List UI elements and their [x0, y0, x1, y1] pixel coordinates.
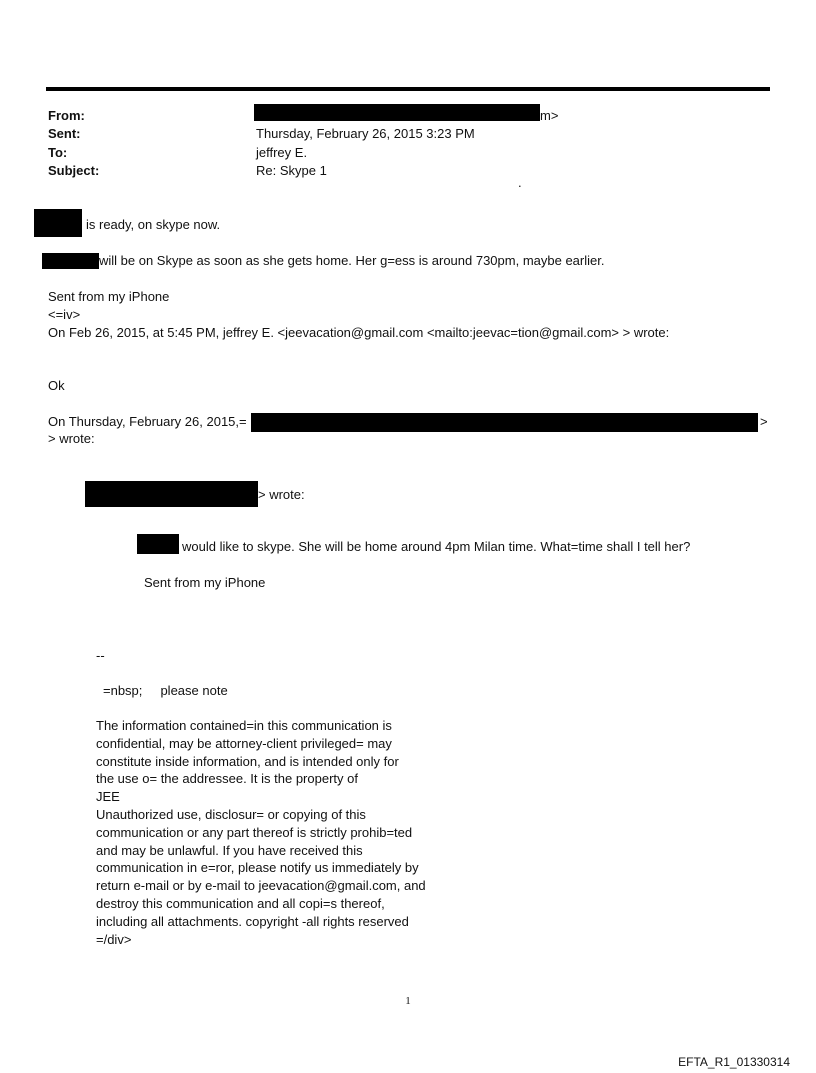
disclaimer — [96, 717, 456, 948]
sent-from-iphone: Sent from my iPhone — [48, 289, 170, 304]
disclaimer-line: and may be unlawful. If you have received this — [96, 842, 363, 858]
from-value-tail: m> — [540, 108, 559, 123]
quoted-line: would like to skype. She will be home around 4pm Milan time. What=time shall I tell her? — [182, 539, 691, 554]
disclaimer-line: including all attachments. copyright -all rights reserved — [96, 913, 409, 929]
quoted-sent-from: Sent from my iPhone — [144, 575, 266, 590]
redaction-email-1 — [251, 413, 758, 432]
disclaimer-line: constitute inside information, and is intended only for — [96, 753, 399, 769]
page-number: 1 — [405, 995, 411, 1007]
from-label: From: — [48, 108, 85, 123]
redaction-email-2 — [85, 481, 258, 507]
reply-line-2-tail: > — [760, 414, 768, 429]
redaction-name-1 — [34, 209, 82, 237]
document-id: EFTA_R1_01330314 — [678, 1055, 790, 1069]
disclaimer-line: destroy this communication and all copi=s thereof, — [96, 895, 385, 911]
disclaimer-line: Unauthorized use, disclosur= or copying of this — [96, 806, 366, 822]
subject-value: Re: Skype 1 — [256, 163, 327, 178]
reply-line-2-wrote: > wrote: — [48, 431, 95, 446]
iv-tag: <=iv> — [48, 307, 81, 322]
disclaimer-line: JEE — [96, 789, 120, 805]
redaction-name-3 — [137, 534, 179, 554]
to-value: jeffrey E. — [256, 145, 308, 160]
body-line-1: is ready, on skype now. — [86, 217, 221, 232]
disclaimer-line: return e-mail or by e-mail to jeevacation@gmail.com, and — [96, 878, 426, 894]
header-rule — [46, 87, 770, 91]
reply-line-2: On Thursday, February 26, 2015,= — [48, 414, 247, 429]
disclaimer-line: communication or any part thereof is strictly prohib=ted — [96, 824, 413, 840]
please-note: =nbsp; please note — [103, 683, 228, 698]
to-label: To: — [48, 145, 68, 160]
disclaimer-line: communication in e=ror, please notify us immediately by — [96, 860, 419, 876]
body-line-2: will be on Skype as soon as she gets home. Her g=ess is around 730pm, maybe earlier. — [99, 253, 605, 268]
subject-label: Subject: — [48, 163, 100, 178]
redaction-from — [254, 104, 540, 121]
disclaimer-line: the use o= the addressee. It is the property of — [96, 771, 358, 787]
signature-dash: -- — [96, 648, 105, 663]
reply-line-3-wrote: > wrote: — [258, 487, 305, 502]
disclaimer-line: =/div> — [96, 931, 132, 947]
disclaimer-line: The information contained=in this communication is — [96, 718, 392, 733]
reply-line-1: On Feb 26, 2015, at 5:45 PM, jeffrey E. <jeevacation@gmail.com <mailto:jeevac=tion@gmail.com> > wrote: — [48, 325, 670, 340]
sent-value: Thursday, February 26, 2015 3:23 PM — [256, 126, 475, 141]
redaction-name-2 — [42, 253, 99, 269]
stray-dot: . — [518, 175, 522, 190]
sent-label: Sent: — [48, 126, 81, 141]
disclaimer-line: confidential, may be attorney-client privileged= may — [96, 735, 392, 751]
ok-text: Ok — [48, 378, 65, 393]
